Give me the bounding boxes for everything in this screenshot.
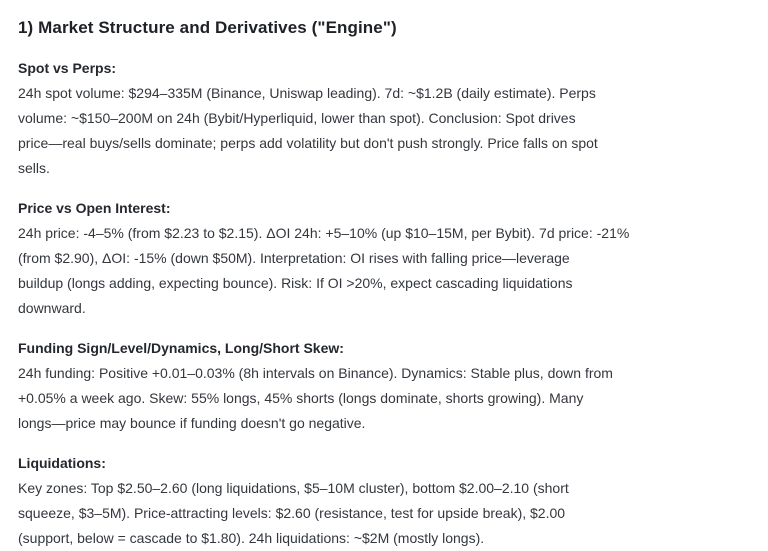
section-paragraph (18, 221, 750, 321)
paragraph-line: longs—price may bounce if funding doesn't go negative. (18, 415, 366, 431)
paragraph-line: 24h price: -4–5% (from $2.23 to $2.15). ΔOI 24h: +5–10% (up $10–15M, per Bybit). 7d price: -21% (18, 225, 630, 241)
section-paragraph (18, 361, 750, 436)
section-price-vs-open-interest (18, 196, 750, 321)
paragraph-line: (support, below = cascade to $1.80). 24h liquidations: ~$2M (mostly longs). (18, 530, 485, 546)
section-paragraph (18, 81, 750, 181)
paragraph-line: volume: ~$150–200M on 24h (Bybit/Hyperliquid, lower than spot). Conclusion: Spot drives (18, 110, 576, 126)
section-heading: Funding Sign/Level/Dynamics, Long/Short Skew: (18, 340, 344, 356)
paragraph-line: downward. (18, 300, 86, 316)
section-heading: Price vs Open Interest: (18, 200, 171, 216)
page-title: 1) Market Structure and Derivatives ("Engine") (18, 18, 397, 37)
section-funding-skew (18, 336, 750, 436)
paragraph-line: sells. (18, 160, 50, 176)
paragraph-line: buildup (longs adding, expecting bounce). Risk: If OI >20%, expect cascading liquidations (18, 275, 573, 291)
paragraph-line: +0.05% a week ago. Skew: 55% longs, 45% shorts (longs dominate, shorts growing). Many (18, 390, 584, 406)
section-spot-vs-perps (18, 56, 750, 181)
section-heading: Liquidations: (18, 455, 106, 471)
paragraph-line: Key zones: Top $2.50–2.60 (long liquidations, $5–10M cluster), bottom $2.00–2.10 (short (18, 480, 569, 496)
section-paragraph (18, 476, 750, 551)
paragraph-line: squeeze, $3–5M). Price-attracting levels: $2.60 (resistance, test for upside break), $2.00 (18, 505, 566, 521)
paragraph-line: 24h spot volume: $294–335M (Binance, Uniswap leading). 7d: ~$1.2B (daily estimate). Perps (18, 85, 596, 101)
section-liquidations (18, 451, 750, 551)
paragraph-line: (from $2.90), ΔOI: -15% (down $50M). Interpretation: OI rises with falling price—leverage (18, 250, 570, 266)
paragraph-line: price—real buys/sells dominate; perps add volatility but don't push strongly. Price falls on spot (18, 135, 598, 151)
section-heading: Spot vs Perps: (18, 60, 117, 76)
paragraph-line: 24h funding: Positive +0.01–0.03% (8h intervals on Binance). Dynamics: Stable plus, down from (18, 365, 613, 381)
